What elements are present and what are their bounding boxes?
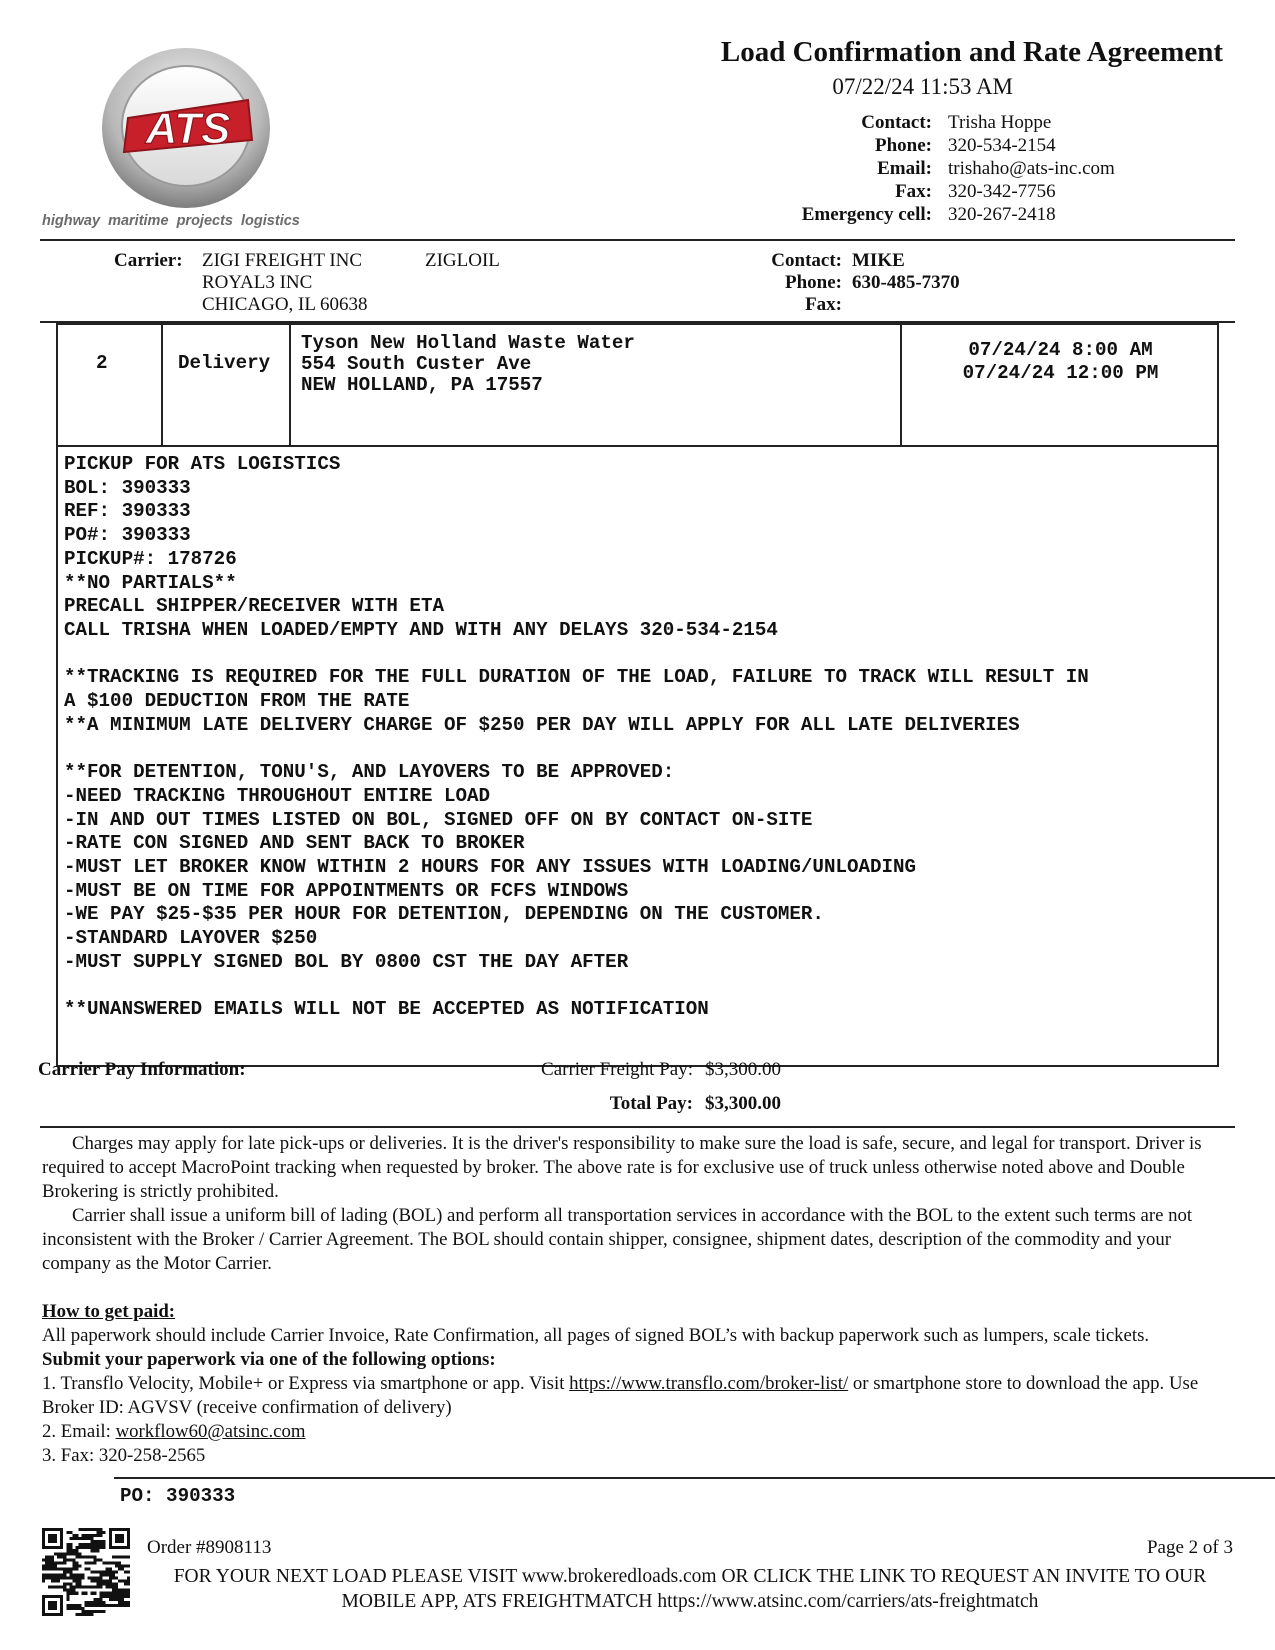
workflow-email-link[interactable]: workflow60@atsinc.com xyxy=(115,1421,306,1442)
qr-code-icon[interactable] xyxy=(42,1528,130,1616)
pay-section-label: Carrier Pay Information: xyxy=(38,1059,246,1080)
document-datetime: 07/22/24 11:53 AM xyxy=(832,74,1013,99)
freight-pay-value: $3,300.00 xyxy=(705,1059,781,1080)
carrier-label: Carrier: xyxy=(114,250,183,271)
option-transflo-text: 1. Transflo Velocity, Mobile+ or Express via smartphone or app. Visit xyxy=(42,1373,570,1394)
option-transflo-suffix: or smartphone store to download the app. Use Broker ID: AGVSV (receive confirmation of delivery) xyxy=(42,1373,1199,1418)
instruction-line: -MUST SUPPLY SIGNED BOL BY 0800 CST THE DAY AFTER xyxy=(64,950,629,973)
header-divider xyxy=(40,239,1235,241)
option-email-text: 2. Email: xyxy=(42,1421,116,1442)
emergency-label: Emergency cell: xyxy=(801,204,932,225)
stop-window-end: 07/24/24 12:00 PM xyxy=(962,362,1159,384)
submit-heading: Submit your paperwork via one of the following options: xyxy=(42,1349,496,1370)
instruction-line: PRECALL SHIPPER/RECEIVER WITH ETA xyxy=(64,595,444,618)
payment-section xyxy=(42,1300,1217,1468)
instruction-line: -RATE CON SIGNED AND SENT BACK TO BROKER xyxy=(64,832,525,855)
fax-label: Fax: xyxy=(895,181,932,202)
transflo-link[interactable]: https://www.transflo.com/broker-list/ xyxy=(569,1373,849,1394)
terms-paragraph-1: Charges may apply for late pick-ups or deliveries. It is the driver's responsibility to make sure the load is safe, secure, and legal for transport. Driver is required to accept MacroPoint tracking when requested by broker. The above rate is for exclusive use of truck unless otherwise noted above and Double Brokering is strictly prohibited. xyxy=(42,1133,1202,1202)
option-transflo xyxy=(42,1372,1217,1420)
carrier-phone: 630-485-7370 xyxy=(852,272,960,293)
fax-value: 320-342-7756 xyxy=(948,181,1056,202)
stop-address-line1: Tyson New Holland Waste Water xyxy=(301,332,635,354)
carrier-contact: MIKE xyxy=(852,250,905,271)
option-email xyxy=(42,1420,1217,1444)
terms-paragraph-2: Carrier shall issue a uniform bill of lading (BOL) and perform all transportation services in accordance with the BOL to the extent such terms are not inconsistent with the Broker / Carrier Agreement. The BOL should contain shipper, consignee, shipment dates, description of the commodity and your company as the Motor Carrier. xyxy=(42,1205,1193,1274)
total-pay-value: $3,300.00 xyxy=(705,1093,781,1114)
instruction-line: -NEED TRACKING THROUGHOUT ENTIRE LOAD xyxy=(64,784,491,807)
company-tagline: highway maritime projects logistics xyxy=(42,213,300,229)
contact-name: Trisha Hoppe xyxy=(948,112,1052,133)
emergency-value: 320-267-2418 xyxy=(948,204,1056,225)
carrier-contact-label: Contact: xyxy=(771,250,842,271)
instruction-line: **NO PARTIALS** xyxy=(64,571,237,594)
stop-number: 2 xyxy=(96,352,108,374)
instruction-line: **TRACKING IS REQUIRED FOR THE FULL DURATION OF THE LOAD, FAILURE TO TRACK WILL RESULT IN xyxy=(64,666,1089,689)
carrier-name: ZIGI FREIGHT INC xyxy=(202,250,363,271)
carrier-fax-label: Fax: xyxy=(805,294,842,315)
page-indicator: Page 2 of 3 xyxy=(1146,1537,1233,1558)
payment-intro: All paperwork should include Carrier Invoice, Rate Confirmation, all pages of signed BOL’s with backup paperwork such as lumpers, scale tickets. xyxy=(42,1325,1150,1346)
email-label: Email: xyxy=(877,158,932,179)
carrier-line3: CHICAGO, IL 60638 xyxy=(202,294,368,315)
total-pay-label: Total Pay: xyxy=(609,1093,693,1114)
freight-pay-label: Carrier Freight Pay: xyxy=(541,1059,693,1080)
instruction-line: CALL TRISHA WHEN LOADED/EMPTY AND WITH ANY DELAYS 320-534-2154 xyxy=(64,618,778,641)
stop-table xyxy=(56,323,1219,447)
svg-text:ATS: ATS xyxy=(145,104,231,153)
phone-label: Phone: xyxy=(875,135,932,156)
pay-divider xyxy=(40,1126,1235,1128)
ats-logo xyxy=(98,40,278,215)
instruction-line: -MUST BE ON TIME FOR APPOINTMENTS OR FCFS WINDOWS xyxy=(64,879,629,902)
instruction-line: **UNANSWERED EMAILS WILL NOT BE ACCEPTED AS NOTIFICATION xyxy=(64,998,709,1021)
stop-address-line3: NEW HOLLAND, PA 17557 xyxy=(301,374,543,396)
option-fax: 3. Fax: 320-258-2565 xyxy=(42,1445,206,1466)
phone-value: 320-534-2154 xyxy=(948,135,1056,156)
stop-window-start: 07/24/24 8:00 AM xyxy=(968,339,1153,361)
instruction-line: -IN AND OUT TIMES LISTED ON BOL, SIGNED OFF ON BY CONTACT ON-SITE xyxy=(64,808,813,831)
carrier-code: ZIGLOIL xyxy=(425,250,500,271)
stop-type: Delivery xyxy=(178,352,271,374)
order-number: Order #8908113 xyxy=(147,1537,272,1558)
instruction-line: PO#: 390333 xyxy=(64,524,191,547)
po-line: PO: 390333 xyxy=(120,1485,236,1507)
instruction-line: **FOR DETENTION, TONU'S, AND LAYOVERS TO BE APPROVED: xyxy=(64,761,675,784)
carrier-line2: ROYAL3 INC xyxy=(202,272,313,293)
carrier-phone-label: Phone: xyxy=(785,272,842,293)
stop-address-line2: 554 South Custer Ave xyxy=(301,353,532,375)
instruction-line: A $100 DEDUCTION FROM THE RATE xyxy=(64,690,410,712)
instruction-line: REF: 390333 xyxy=(64,500,191,523)
terms-section xyxy=(42,1132,1217,1276)
instruction-line: BOL: 390333 xyxy=(64,476,191,499)
payment-heading: How to get paid: xyxy=(42,1301,176,1322)
instruction-line: PICKUP FOR ATS LOGISTICS xyxy=(64,453,341,475)
contact-label: Contact: xyxy=(861,112,932,133)
instruction-line: -STANDARD LAYOVER $250 xyxy=(64,927,318,949)
col-divider xyxy=(161,325,163,445)
promo-footer[interactable]: FOR YOUR NEXT LOAD PLEASE VISIT www.brokeredloads.com OR CLICK THE LINK TO REQUEST AN INVITE TO OUR MOBILE APP, ATS FREIGHTMATCH https://www.atsinc.com/carriers/ats-freightmatch xyxy=(173,1566,1207,1612)
col-divider xyxy=(289,325,291,445)
document-title: Load Confirmation and Rate Agreement xyxy=(720,36,1223,68)
instruction-line: **A MINIMUM LATE DELIVERY CHARGE OF $250 PER DAY WILL APPLY FOR ALL LATE DELIVERIES xyxy=(64,713,1020,736)
email-value[interactable]: trishaho@ats-inc.com xyxy=(948,158,1115,179)
po-box xyxy=(114,1477,1275,1514)
instruction-line: -MUST LET BROKER KNOW WITHIN 2 HOURS FOR ANY ISSUES WITH LOADING/UNLOADING xyxy=(64,855,917,878)
instruction-line: PICKUP#: 178726 xyxy=(64,547,237,570)
instruction-line: -WE PAY $25-$35 PER HOUR FOR DETENTION, DEPENDING ON THE CUSTOMER. xyxy=(64,903,824,926)
